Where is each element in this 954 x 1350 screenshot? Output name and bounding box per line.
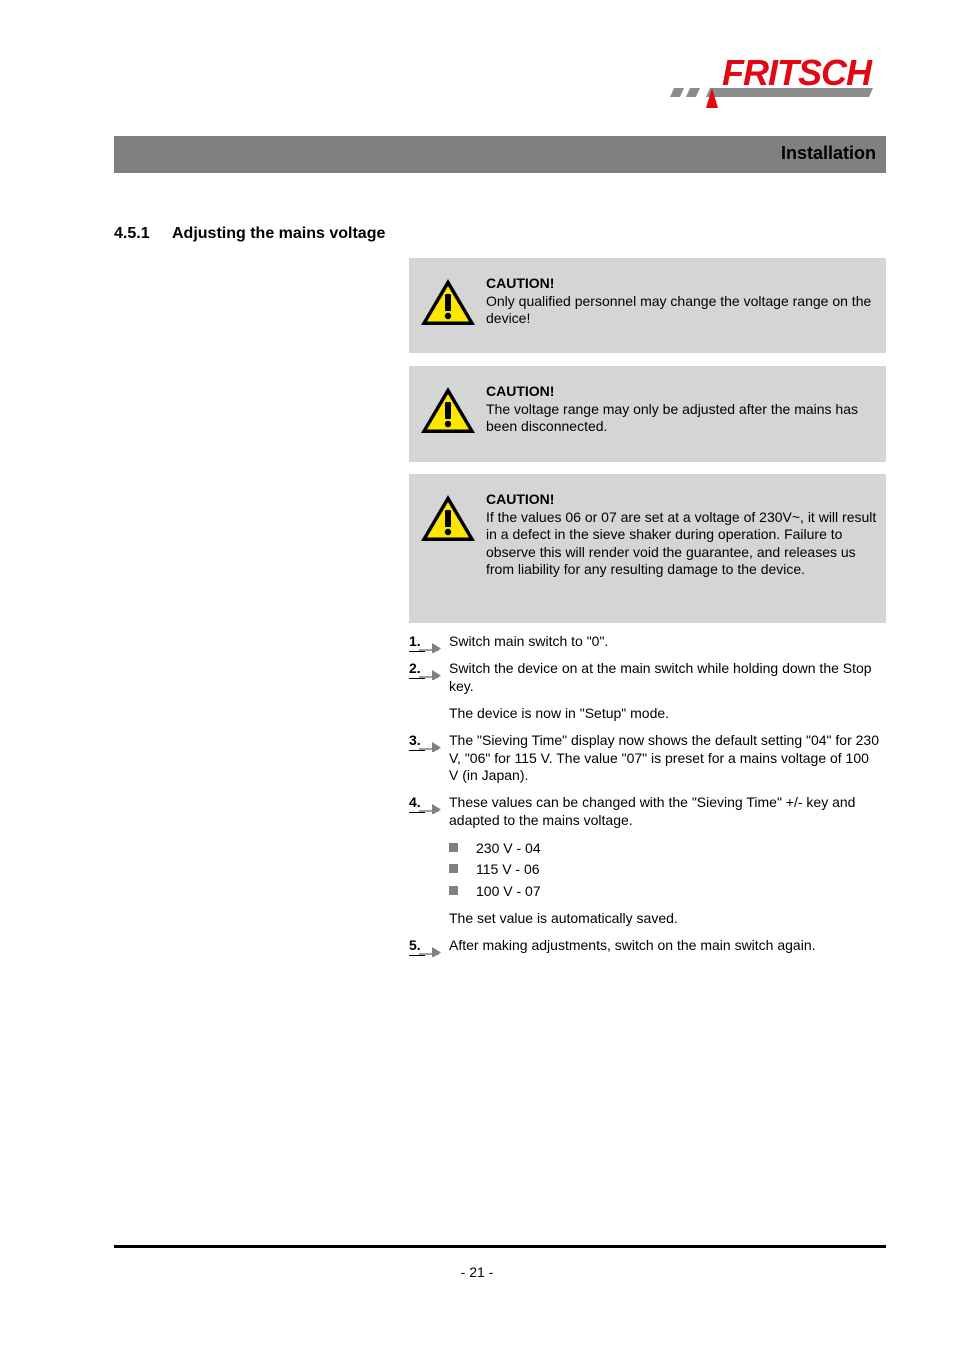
step-arrow-icon <box>419 943 443 957</box>
step-number: 3. <box>409 732 425 751</box>
bullet-square-icon <box>449 886 458 895</box>
section-header-bar <box>114 136 886 173</box>
setup-mode-note: The device is now in "Setup" mode. <box>449 705 670 721</box>
step-number: 1. <box>409 633 425 652</box>
step-text: These values can be changed with the "Sieving Time" +/- key and adapted to the mains voltage. <box>449 794 856 828</box>
step-number: 4. <box>409 794 425 813</box>
step-arrow-icon <box>419 738 443 752</box>
section-title: Installation <box>780 143 876 163</box>
caution-title: CAUTION! <box>486 491 555 507</box>
step-text: Switch the device on at the main switch while holding down the Stop key. <box>449 660 872 694</box>
voltage-value: 230 V - 04 <box>476 840 541 856</box>
section-heading <box>114 225 385 243</box>
step-number: 2. <box>409 660 425 679</box>
heading-title: Adjusting the mains voltage <box>172 225 386 242</box>
caution-box <box>409 258 886 353</box>
list-item <box>449 883 541 899</box>
step-arrow-icon <box>419 800 443 814</box>
list-item <box>449 861 540 877</box>
logo-text: FRITSCH <box>722 52 871 93</box>
heading-number: 4.5.1 <box>114 225 150 242</box>
footer-divider <box>114 1245 886 1248</box>
bullet-square-icon <box>449 843 458 852</box>
fritsch-logo <box>668 52 888 112</box>
step-text: The "Sieving Time" display now shows the default setting "04" for 230 V, "06" for 115 V. The value "07" is preset for a mains voltage of 100 V (in Japan). <box>449 732 880 784</box>
list-item <box>449 840 541 856</box>
step-text: Switch main switch to "0". <box>449 633 609 649</box>
saved-note: The set value is automatically saved. <box>449 910 678 926</box>
step-arrow-icon <box>419 666 443 680</box>
bullet-square-icon <box>449 864 458 873</box>
caution-box <box>409 474 886 623</box>
caution-title: CAUTION! <box>486 275 555 291</box>
step-text: After making adjustments, switch on the main switch again. <box>449 937 816 953</box>
step-arrow-icon <box>419 639 443 653</box>
caution-text: If the values 06 or 07 are set at a voltage of 230V~, it will result in a defect in the sieve shaker during operation. Failure to observe this will render void the guarantee, and releases us from liability for any resulting damage to the device. <box>486 508 877 578</box>
warning-icon <box>418 276 478 328</box>
caution-text: The voltage range may only be adjusted after the mains has been disconnected. <box>486 400 858 435</box>
caution-text: Only qualified personnel may change the voltage range on the device! <box>486 292 872 327</box>
page-number: - 21 - <box>460 1264 494 1280</box>
caution-box <box>409 366 886 462</box>
warning-icon <box>418 384 478 436</box>
warning-icon <box>418 492 478 544</box>
step-number: 5. <box>409 937 425 956</box>
voltage-value: 115 V - 06 <box>476 861 540 877</box>
caution-title: CAUTION! <box>486 383 555 399</box>
voltage-value: 100 V - 07 <box>476 883 541 899</box>
